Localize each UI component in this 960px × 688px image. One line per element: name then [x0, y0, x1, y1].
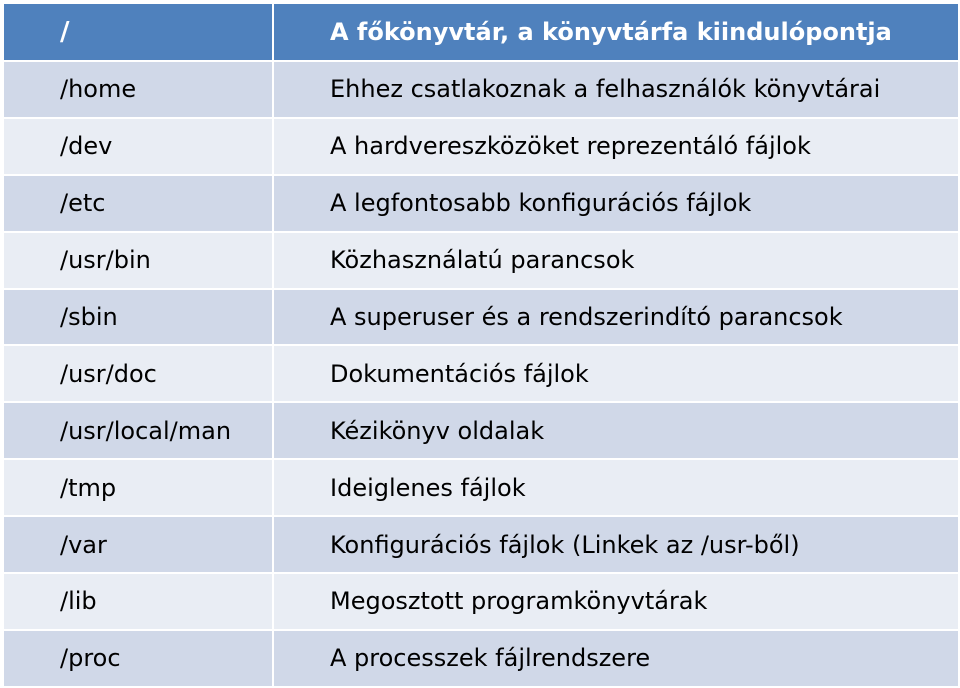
directory-table [2, 2, 960, 688]
directory-table-container [2, 2, 958, 686]
path-cell: /usr/local/man [3, 402, 273, 459]
description-cell: Ehhez csatlakoznak a felhasználók könyvtárai [273, 61, 959, 118]
description-cell: Dokumentációs fájlok [273, 345, 959, 402]
path-cell: /sbin [3, 289, 273, 346]
path-cell: /tmp [3, 459, 273, 516]
table-row [3, 175, 959, 232]
table-row [3, 459, 959, 516]
path-cell: /lib [3, 573, 273, 630]
path-cell: /var [3, 516, 273, 573]
path-cell: /usr/doc [3, 345, 273, 402]
path-cell: /proc [3, 630, 273, 687]
table-row [3, 345, 959, 402]
description-cell: Megosztott programkönyvtárak [273, 573, 959, 630]
table-row [3, 402, 959, 459]
path-cell: /home [3, 61, 273, 118]
description-cell: A processzek fájlrendszere [273, 630, 959, 687]
path-cell: /etc [3, 175, 273, 232]
table-row [3, 232, 959, 289]
table-header-row [3, 3, 959, 61]
table-row [3, 289, 959, 346]
table-row [3, 118, 959, 175]
description-cell: A hardvereszközöket reprezentáló fájlok [273, 118, 959, 175]
description-cell: Kézikönyv oldalak [273, 402, 959, 459]
description-cell: Konfigurációs fájlok (Linkek az /usr-ből) [273, 516, 959, 573]
table-row [3, 61, 959, 118]
table-row [3, 516, 959, 573]
description-cell: Közhasználatú parancsok [273, 232, 959, 289]
description-cell: A superuser és a rendszerindító parancsok [273, 289, 959, 346]
description-cell: A legfontosabb konfigurációs fájlok [273, 175, 959, 232]
path-cell: /usr/bin [3, 232, 273, 289]
header-path-cell: / [3, 3, 273, 61]
description-cell: Ideiglenes fájlok [273, 459, 959, 516]
header-description-cell: A főkönyvtár, a könyvtárfa kiindulópontja [273, 3, 959, 61]
table-row [3, 630, 959, 687]
path-cell: /dev [3, 118, 273, 175]
table-row [3, 573, 959, 630]
